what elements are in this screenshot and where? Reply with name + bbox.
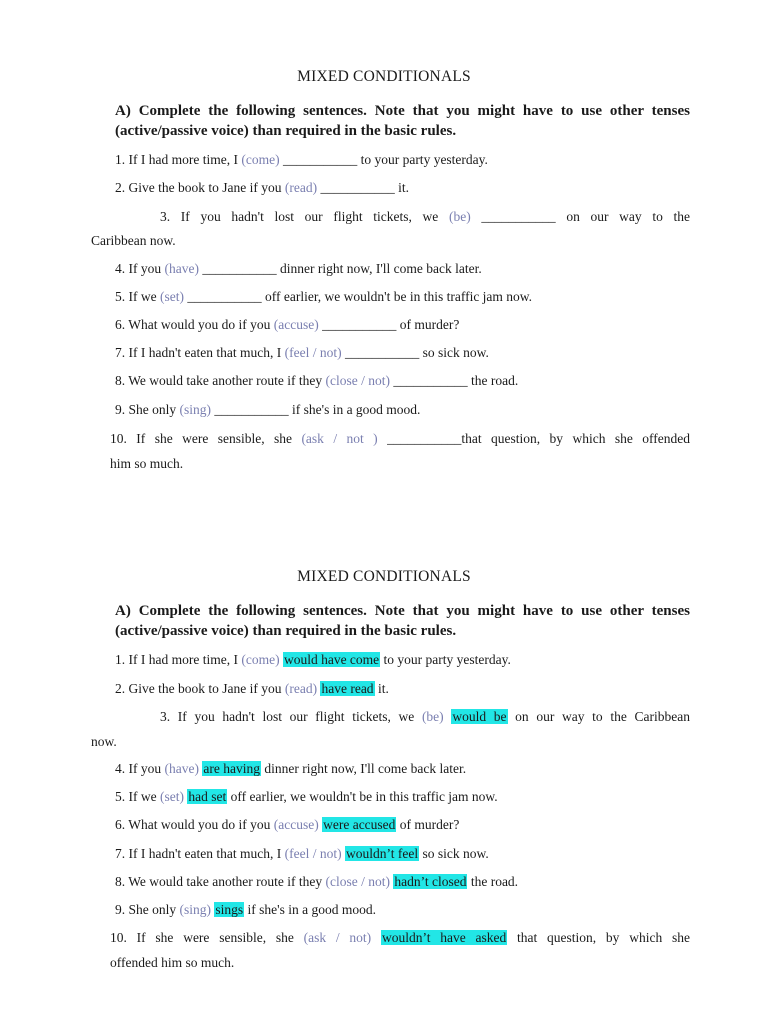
verb-hint: (close / not) xyxy=(325,373,390,388)
answer-blank: ___________ xyxy=(187,289,262,304)
answer-3-continued: now. xyxy=(91,734,117,749)
question-2: 2. Give the book to Jane if you (read) ___________ it. xyxy=(115,180,409,195)
verb-hint: (be) xyxy=(421,709,444,724)
question-1: 1. If I had more time, I (come) ___________ to your party yesterday. xyxy=(115,152,488,167)
verb-hint: (accuse) xyxy=(273,817,319,832)
answer-10-continued: offended him so much. xyxy=(110,955,235,970)
answer-blank: ___________ xyxy=(202,261,277,276)
verb-hint: (ask / not ) xyxy=(301,431,378,446)
answer-5: 5. If we (set) had set off earlier, we wouldn't be in this traffic jam now. xyxy=(115,789,498,804)
question-7: 7. If I hadn't eaten that much, I (feel / not) ___________ so sick now. xyxy=(115,345,489,360)
answer-3: 3. If you hadn't lost our flight tickets, we (be) would be on our way to the Caribbean xyxy=(160,709,690,724)
answer-1: 1. If I had more time, I (come) would have come to your party yesterday. xyxy=(115,652,511,667)
question-4: 4. If you (have) ___________ dinner right now, I'll come back later. xyxy=(115,261,482,276)
verb-hint: (come) xyxy=(241,652,280,667)
question-6: 6. What would you do if you (accuse) ___________ of murder? xyxy=(115,317,460,332)
question-8: 8. We would take another route if they (close / not) ___________ the road. xyxy=(115,373,519,388)
highlighted-answer: hadn’t closed xyxy=(394,874,467,889)
verb-hint: (ask / not) xyxy=(303,930,372,945)
answer-blank: ___________ xyxy=(320,180,395,195)
question-3-continued: Caribbean now. xyxy=(91,233,176,248)
answer-10: 10. If she were sensible, she (ask / not) wouldn’t have asked that question, by which she xyxy=(110,930,690,945)
exercise-instruction: A) Complete the following sentences. Note that you might have to use other tenses (active/passive voice) than required in the basic rules. xyxy=(115,103,690,139)
verb-hint: (read) xyxy=(284,180,318,195)
answer-blank: ___________ xyxy=(322,317,397,332)
verb-hint: (come) xyxy=(241,152,280,167)
question-10-continued: him so much. xyxy=(110,456,184,471)
answer-7: 7. If I hadn't eaten that much, I (feel / not) wouldn’t feel so sick now. xyxy=(115,846,489,861)
verb-hint: (be) xyxy=(448,209,471,224)
verb-hint: (set) xyxy=(159,289,184,304)
verb-hint: (have) xyxy=(164,261,199,276)
answer-blank: ___________ xyxy=(282,152,358,167)
question-5: 5. If we (set) ___________ off earlier, we wouldn't be in this traffic jam now. xyxy=(115,289,533,304)
answer-blank: ___________ xyxy=(214,402,289,417)
answer-9: 9. She only (sing) sings if she's in a good mood. xyxy=(115,902,376,917)
verb-hint: (sing) xyxy=(179,402,212,417)
verb-hint: (feel / not) xyxy=(284,345,342,360)
verb-hint: (read) xyxy=(284,681,318,696)
highlighted-answer: would be xyxy=(452,709,507,724)
answer-key-title: MIXED CONDITIONALS xyxy=(297,568,471,585)
highlighted-answer: had set xyxy=(188,789,227,804)
highlighted-answer: wouldn’t have asked xyxy=(381,930,507,945)
answer-4: 4. If you (have) are having dinner right now, I'll come back later. xyxy=(115,761,467,776)
highlighted-answer: were accused xyxy=(323,817,396,832)
verb-hint: (accuse) xyxy=(273,317,319,332)
answer-key-instruction: A) Complete the following sentences. Note that you might have to use other tenses (active/passive voice) than required in the basic rules. xyxy=(115,603,690,639)
question-3: 3. If you hadn't lost our flight tickets, we (be) ___________ on our way to the xyxy=(160,209,691,224)
answer-blank: ___________ xyxy=(393,373,468,388)
highlighted-answer: have read xyxy=(321,681,374,696)
answer-8: 8. We would take another route if they (close / not) hadn’t closed the road. xyxy=(115,874,519,889)
answer-2: 2. Give the book to Jane if you (read) have read it. xyxy=(115,681,389,696)
exercise-title: MIXED CONDITIONALS xyxy=(297,68,471,85)
question-10: 10. If she were sensible, she (ask / not ) ___________that question, by which she offended xyxy=(110,431,690,446)
highlighted-answer: would have come xyxy=(283,652,380,667)
answer-blank: ___________ xyxy=(481,209,556,224)
answer-6: 6. What would you do if you (accuse) were accused of murder? xyxy=(115,817,460,832)
question-9: 9. She only (sing) ___________ if she's in a good mood. xyxy=(115,402,421,417)
highlighted-answer: are having xyxy=(203,761,260,776)
verb-hint: (feel / not) xyxy=(284,846,342,861)
verb-hint: (sing) xyxy=(179,902,212,917)
verb-hint: (set) xyxy=(159,789,184,804)
highlighted-answer: wouldn’t feel xyxy=(345,846,419,861)
verb-hint: (have) xyxy=(164,761,199,776)
answer-blank: ___________ xyxy=(387,431,462,446)
highlighted-answer: sings xyxy=(215,902,244,917)
answer-blank: ___________ xyxy=(344,345,420,360)
verb-hint: (close / not) xyxy=(325,874,390,889)
